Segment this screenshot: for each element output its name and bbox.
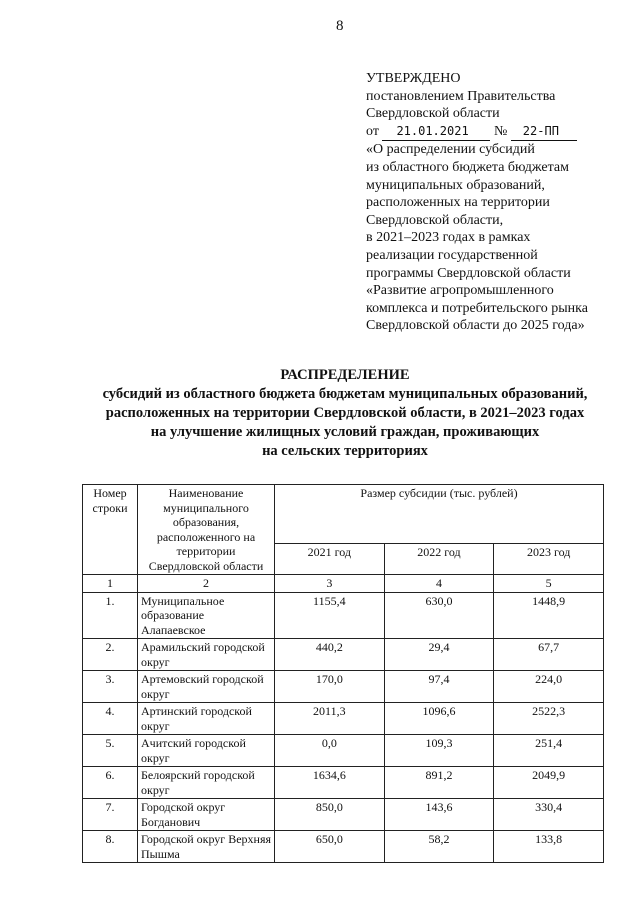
municipality-name: Арамильский городской округ (138, 639, 275, 671)
municipality-name: Белоярский городской округ (138, 767, 275, 799)
value-2021: 170,0 (275, 671, 385, 703)
municipality-name: Артинский городской округ (138, 703, 275, 735)
row-number: 3. (83, 671, 138, 703)
row-number: 6. (83, 767, 138, 799)
header-name: Наименование муниципального образования, расположенного на территории Свердловской области (138, 485, 275, 575)
value-2021: 1155,4 (275, 592, 385, 639)
table-row (83, 799, 604, 831)
table-row (83, 592, 604, 639)
title-line: на улучшение жилищных условий граждан, проживающих (150, 424, 540, 440)
value-2021: 2011,3 (275, 703, 385, 735)
column-index-row (83, 575, 604, 593)
approval-block (366, 70, 626, 335)
decree-date: 21.01.2021 (382, 123, 490, 142)
table-row (83, 639, 604, 671)
page-number: 8 (336, 18, 344, 34)
table-row (83, 735, 604, 767)
header-year-2023: 2023 год (494, 544, 604, 575)
municipality-name: Городской округ Верхняя Пышма (138, 831, 275, 863)
column-index: 2 (138, 575, 275, 593)
table-row (83, 703, 604, 735)
row-number: 4. (83, 703, 138, 735)
decree-line: из областного бюджета бюджетам (366, 159, 569, 175)
municipality-name: Артемовский городской округ (138, 671, 275, 703)
decree-line: «Развитие агропромышленного (366, 283, 554, 299)
row-number: 8. (83, 831, 138, 863)
value-2021: 440,2 (275, 639, 385, 671)
column-index: 4 (384, 575, 494, 593)
document-title (80, 366, 610, 461)
title-line: субсидий из областного бюджета бюджетам муниципальных образований, (102, 386, 588, 402)
row-number: 5. (83, 735, 138, 767)
value-2022: 891,2 (384, 767, 494, 799)
value-2021: 850,0 (275, 799, 385, 831)
decree-line: в 2021–2023 годах в рамках (366, 230, 531, 246)
column-index: 1 (83, 575, 138, 593)
row-number: 2. (83, 639, 138, 671)
municipality-name: Городской округ Богданович (138, 799, 275, 831)
column-index: 3 (275, 575, 385, 593)
decree-line: «О распределении субсидий (366, 142, 535, 158)
value-2023: 1448,9 (494, 592, 604, 639)
value-2022: 143,6 (384, 799, 494, 831)
value-2023: 330,4 (494, 799, 604, 831)
title-heading: РАСПРЕДЕЛЕНИЕ (280, 367, 410, 383)
date-prefix: от (366, 123, 379, 139)
header-year-2022: 2022 год (384, 544, 494, 575)
municipality-name: Муниципальное образование Алапаевское (138, 592, 275, 639)
value-2023: 2049,9 (494, 767, 604, 799)
value-2023: 251,4 (494, 735, 604, 767)
value-2021: 1634,6 (275, 767, 385, 799)
value-2023: 224,0 (494, 671, 604, 703)
table-row (83, 831, 604, 863)
table-row (83, 767, 604, 799)
header-subsidy: Размер субсидии (тыс. рублей) (275, 485, 604, 544)
column-index: 5 (494, 575, 604, 593)
municipality-name: Ачитский городской округ (138, 735, 275, 767)
decree-date-line (366, 123, 626, 142)
subsidy-table (82, 484, 604, 863)
decree-line: муниципальных образований, (366, 177, 545, 193)
row-number: 1. (83, 592, 138, 639)
value-2022: 97,4 (384, 671, 494, 703)
title-line: расположенных на территории Свердловской области, в 2021–2023 годах (105, 405, 585, 421)
title-line: на сельских территориях (262, 443, 428, 459)
number-prefix: № (493, 123, 508, 139)
approval-line: Свердловской области (366, 106, 500, 122)
decree-line: Свердловской области, (366, 212, 504, 228)
value-2022: 1096,6 (384, 703, 494, 735)
decree-number: 22-ПП (511, 123, 577, 142)
decree-line: расположенных на территории (366, 195, 550, 211)
decree-line: программы Свердловской области (366, 265, 571, 281)
decree-line: Свердловской области до 2025 года» (366, 318, 585, 334)
value-2021: 0,0 (275, 735, 385, 767)
value-2022: 109,3 (384, 735, 494, 767)
value-2022: 58,2 (384, 831, 494, 863)
header-year-2021: 2021 год (275, 544, 385, 575)
decree-line: реализации государственной (366, 247, 538, 263)
approval-line: УТВЕРЖДЕНО (366, 71, 461, 86)
value-2023: 67,7 (494, 639, 604, 671)
value-2023: 133,8 (494, 831, 604, 863)
value-2022: 630,0 (384, 592, 494, 639)
decree-line: комплекса и потребительского рынка (366, 300, 588, 316)
value-2021: 650,0 (275, 831, 385, 863)
value-2022: 29,4 (384, 639, 494, 671)
header-row-number: Номер строки (83, 485, 138, 575)
value-2023: 2522,3 (494, 703, 604, 735)
table-row (83, 671, 604, 703)
row-number: 7. (83, 799, 138, 831)
approval-line: постановлением Правительства (366, 88, 556, 104)
